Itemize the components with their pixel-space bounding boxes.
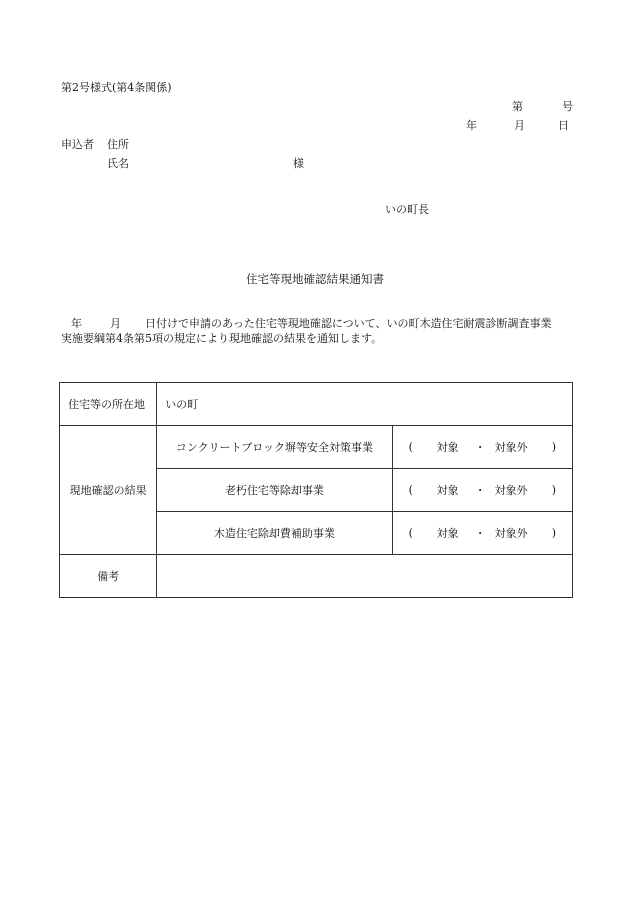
doc-number-dai: 第 (512, 100, 523, 113)
body-line-2: 実施要綱第4条第5項の規定により現地確認の結果を通知します。 (61, 332, 383, 345)
option-target: 対象 (436, 484, 459, 497)
location-value: いの町 (157, 383, 573, 426)
honorific: 様 (293, 157, 304, 170)
project-choice (392, 512, 572, 555)
doc-number-go: 号 (562, 100, 573, 113)
paren-open: ( (408, 526, 413, 540)
result-label: 現地確認の結果 (60, 426, 157, 555)
project-name: コンクリートブロック塀等安全対策事業 (157, 426, 392, 469)
applicant-label: 申込者 (61, 138, 94, 151)
body-month: 月 (110, 317, 121, 330)
document-number (512, 101, 573, 112)
option-not-target: 対象外 (494, 441, 528, 454)
table-row (60, 383, 573, 426)
date-day: 日 (558, 119, 569, 132)
project-name: 老朽住宅等除却事業 (157, 469, 392, 512)
paren-open: ( (408, 440, 413, 454)
table-row (60, 426, 573, 469)
issuer: いの町長 (385, 203, 429, 216)
document-title: 住宅等現地確認結果通知書 (246, 272, 384, 286)
document-date (466, 120, 569, 131)
option-separator: ・ (474, 441, 486, 454)
project-name: 木造住宅除却費補助事業 (157, 512, 392, 555)
paren-close: ) (551, 526, 556, 540)
body-line-1 (61, 316, 576, 331)
body-line1-rest: 日付けで申請のあった住宅等現地確認について、いの町木造住宅耐震診断調査事業 (145, 317, 552, 330)
project-choice (392, 469, 572, 512)
option-not-target: 対象外 (494, 484, 528, 497)
option-separator: ・ (474, 484, 486, 497)
paren-close: ) (551, 483, 556, 497)
option-not-target: 対象外 (494, 527, 528, 540)
remarks-label: 備考 (60, 555, 157, 598)
project-choice (392, 426, 572, 469)
name-label: 氏名 (107, 157, 129, 170)
option-separator: ・ (474, 527, 486, 540)
remarks-value (157, 555, 573, 598)
result-table (59, 382, 573, 598)
table-row (60, 555, 573, 598)
body-text (61, 316, 576, 346)
form-id: 第2号様式(第4条関係) (61, 81, 172, 94)
body-year: 年 (71, 317, 82, 330)
location-label: 住宅等の所在地 (60, 383, 157, 426)
paren-open: ( (408, 483, 413, 497)
address-label: 住所 (107, 138, 129, 151)
date-month: 月 (514, 119, 525, 132)
option-target: 対象 (436, 527, 459, 540)
paren-close: ) (551, 440, 556, 454)
date-year: 年 (466, 119, 477, 132)
option-target: 対象 (436, 441, 459, 454)
